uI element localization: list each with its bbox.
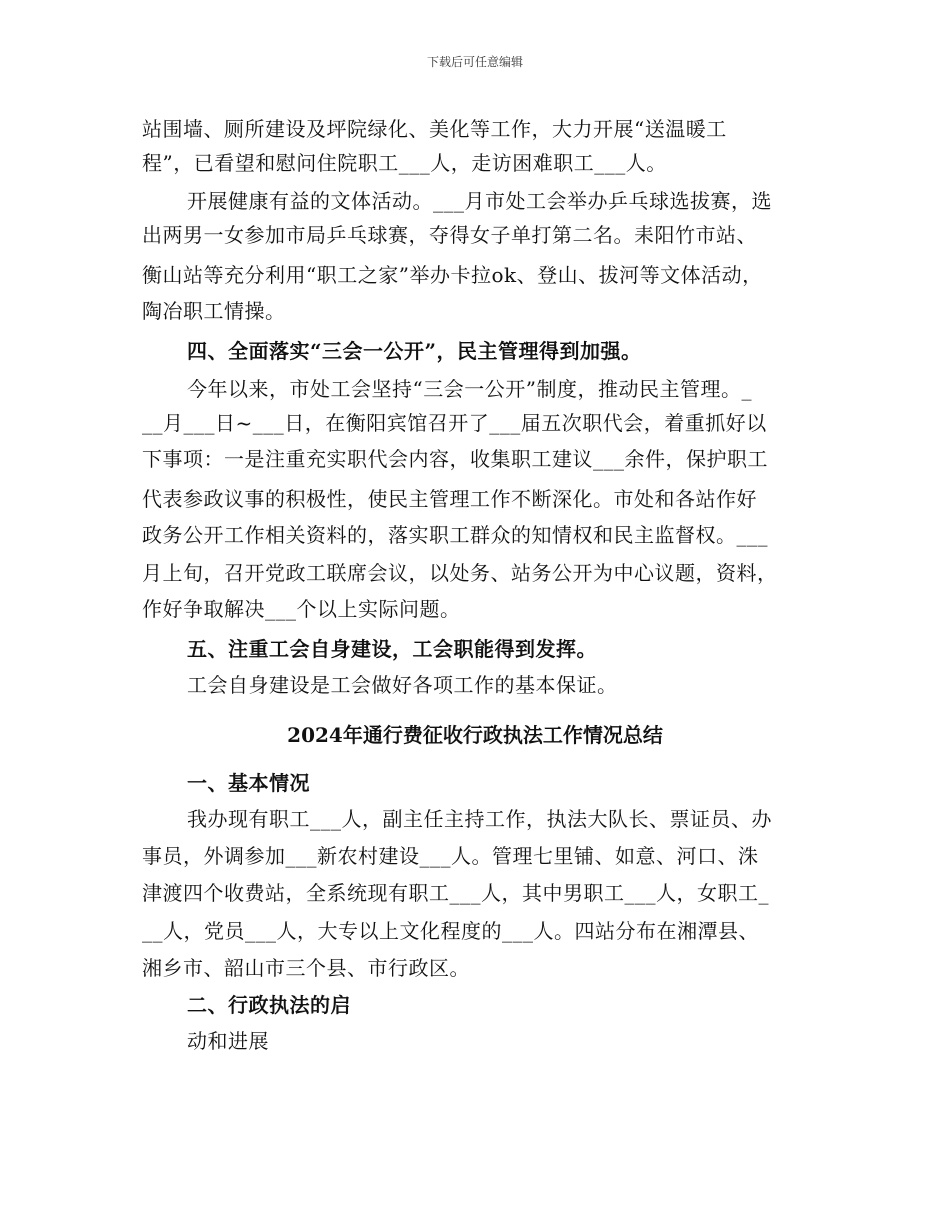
paragraph-line: 事员，外调参加___新农村建设___人。管理七里铺、如意、河口、洙 [142, 844, 759, 868]
paragraph-line: 程”，已看望和慰问住院职工___人，走访困难职工___人。 [142, 151, 667, 175]
paragraph-line: 作好争取解决___个以上实际问题。 [142, 597, 461, 621]
section-heading: 二、行政执法的启 [187, 993, 351, 1017]
paragraph-line: 月上旬，召开党政工联席会议，以处务、站务公开为中心议题，资料， [142, 561, 778, 585]
paragraph-line: 湘乡市、韶山市三个县、市行政区。 [142, 956, 470, 980]
paragraph-line: 开展健康有益的文体活动。___月市处工会举办乒乓球选拔赛，选 [187, 189, 772, 213]
paragraph-line: 工会自身建设是工会做好各项工作的基本保证。 [187, 673, 618, 697]
paragraph-line: 站围墙、厕所建设及坪院绿化、美化等工作，大力开展“送温暖工 [142, 117, 727, 141]
paragraph-line: 动和进展 [187, 1029, 269, 1053]
paragraph-line: 代表参政议事的积极性，使民主管理工作不断深化。市处和各站作好 [142, 487, 757, 511]
paragraph-line: 政务公开工作相关资料的，落实职工群众的知情权和民主监督权。___ [142, 523, 768, 547]
paragraph-line: 我办现有职工___人，副主任主持工作，执法大队长、票证员、办 [187, 807, 772, 831]
paragraph-line: 下事项：一是注重充实职代会内容，收集职工建议___余件，保护职工 [142, 447, 768, 471]
paragraph-line: 出两男一女参加市局乒乓球赛，夺得女子单打第二名。耒阳竹市站、 [142, 223, 757, 247]
section-heading: 四、全面落实“三会一公开”，民主管理得到加强。 [187, 339, 642, 363]
paragraph-line: __月___日~___日，在衡阳宾馆召开了___届五次职代会，着重抓好以 [142, 411, 767, 435]
page-header: 下载后可任意编辑 [426, 55, 523, 69]
section-heading: 五、注重工会自身建设，工会职能得到发挥。 [187, 637, 597, 661]
document-title: 2024年通行费征收行政执法工作情况总结 [287, 723, 663, 747]
paragraph-line: __人，党员___人，大专以上文化程度的___人。四站分布在湘潭县、 [142, 919, 759, 943]
paragraph-line: 今年以来，市处工会坚持“三会一公开”制度，推动民主管理。_ [187, 377, 752, 401]
paragraph-line: 衡山站等充分利用“职工之家”举办卡拉ok、登山、拔河等文体活动， [142, 263, 763, 287]
paragraph-line: 津渡四个收费站，全系统现有职工___人，其中男职工___人，女职工_ [142, 881, 769, 905]
section-heading: 一、基本情况 [187, 771, 310, 795]
paragraph-line: 陶冶职工情操。 [142, 299, 286, 323]
